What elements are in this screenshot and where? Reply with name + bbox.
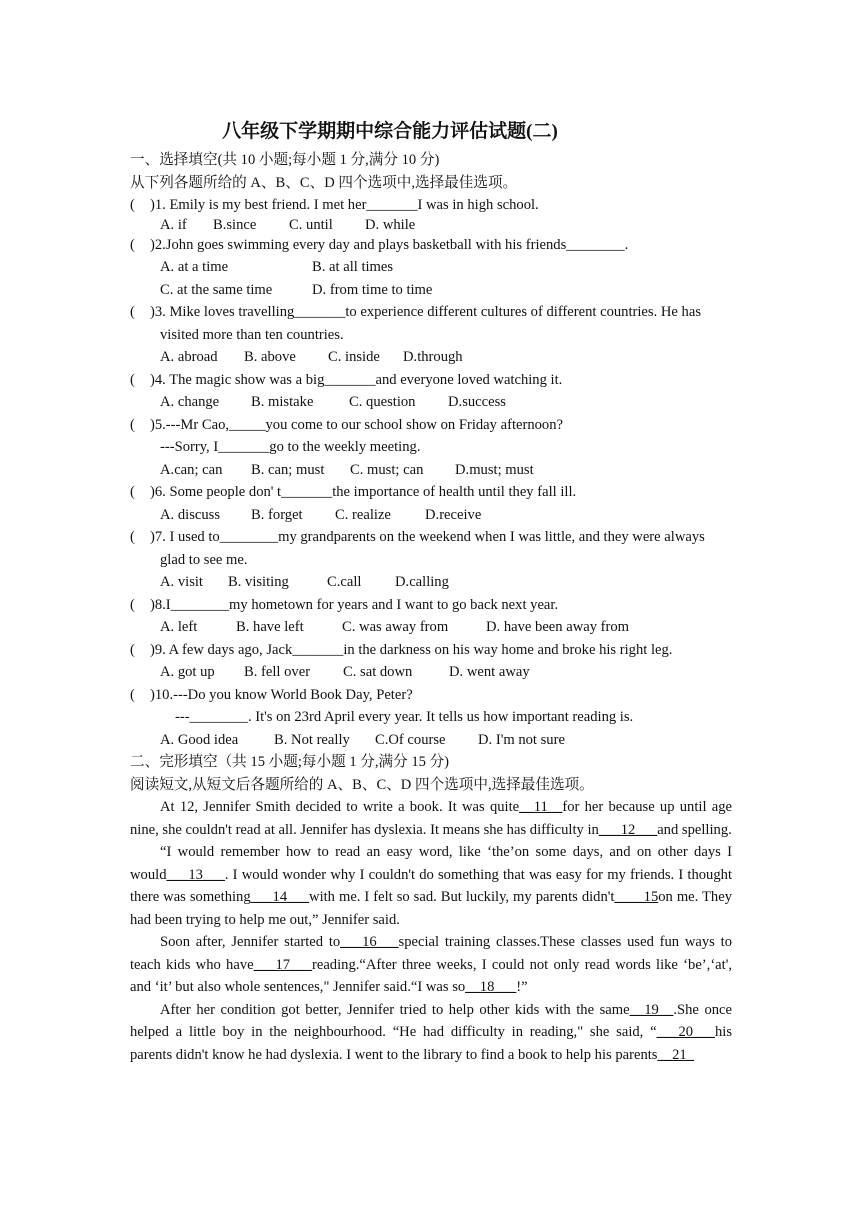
question-options: [130, 661, 732, 684]
option: B. fell over: [244, 664, 311, 680]
option: A. visit: [160, 574, 203, 590]
question: [130, 369, 732, 392]
question: [130, 481, 732, 504]
option: C. sat down: [343, 664, 413, 680]
question-stem: )1. Emily is my best friend. I met her_______I was in high school.: [150, 197, 539, 213]
question-options: [130, 346, 732, 369]
question-options: [130, 504, 732, 527]
question: [130, 594, 732, 617]
exam-content: [130, 149, 732, 1066]
option: B. at all times: [312, 259, 394, 275]
option: B.since: [213, 216, 257, 233]
option: A.can; can: [160, 461, 223, 478]
answer-paren: (: [130, 686, 135, 703]
question-stem: )9. A few days ago, Jack_______in the darkness on his way home and broke his right leg.: [150, 641, 673, 658]
option: D. from time to time: [312, 281, 433, 298]
option: D.through: [403, 349, 463, 365]
blank: ___14___: [250, 889, 310, 905]
option: C. at the same time: [160, 281, 273, 298]
answer-paren: (: [130, 596, 135, 613]
option: B. Not really: [274, 731, 350, 748]
blank: __19__: [629, 1001, 674, 1018]
question: [130, 234, 732, 257]
question-dialogue: ---________. It's on 23rd April every year. It tells us how important reading is.: [175, 709, 634, 725]
question-options: [130, 256, 732, 279]
question-stem: )3. Mike loves travelling_______to experience different cultures of different countries. He has: [150, 304, 702, 320]
option: D.receive: [425, 506, 482, 523]
question-stem: )5.---Mr Cao,_____you come to our school show on Friday afternoon?: [150, 416, 564, 433]
question-stem: )10.---Do you know World Book Day, Peter?: [150, 686, 413, 703]
option: A. if: [160, 216, 187, 233]
option: C. inside: [328, 349, 380, 365]
section-heading: 一、选择填空(共 10 小题;每小题 1 分,满分 10 分): [130, 152, 440, 168]
option: D.calling: [395, 574, 449, 590]
option: D.must; must: [455, 461, 534, 478]
option: B. mistake: [251, 394, 314, 410]
question-stem: )2.John goes swimming every day and plays basketball with his friends________.: [150, 236, 629, 253]
blank: ___12___: [598, 821, 658, 838]
question: [130, 414, 732, 437]
page-title: 八年级下学期期中综合能力评估试题(二): [222, 121, 558, 142]
option: D. I'm not sure: [478, 731, 565, 748]
question-stem: )4. The magic show was a big_______and everyone loved watching it.: [150, 371, 563, 388]
option: C. until: [289, 216, 333, 233]
answer-paren: (: [130, 236, 135, 253]
option: C.Of course: [375, 731, 446, 748]
answer-paren: (: [130, 371, 135, 388]
option: B. have left: [236, 619, 304, 635]
passage-paragraph: After her condition got better, Jennifer tried to help other kids with the same__19__.She once helped a little boy in the neighbourhood. “He had difficulty in reading," she said, “___20___his parents didn't know he had dyslexia. I went to the library to find a book to help his parents__21_: [130, 1001, 732, 1063]
passage-paragraph: Soon after, Jennifer started to___16___special training classes.These classes used fun ways to teach kids who have___17___reading.“After three weeks, I could not only read words like ‘be’,‘at', and ‘it’ but also whole sentences," Jennifer said.“I was so__18___!”: [130, 934, 732, 995]
question: [130, 194, 732, 217]
option: D. went away: [449, 664, 530, 680]
question-options: [130, 217, 732, 234]
option: C. realize: [335, 506, 391, 523]
question-continuation: glad to see me.: [160, 551, 248, 568]
option: B. visiting: [228, 574, 289, 590]
option: B. above: [244, 349, 296, 365]
option: A. got up: [160, 664, 215, 680]
question-options: [130, 571, 732, 594]
option: D.success: [448, 394, 506, 410]
option: C. was away from: [342, 619, 449, 635]
blank: ___17___: [253, 956, 312, 973]
answer-paren: (: [130, 529, 135, 545]
blank: ___13___: [166, 866, 225, 883]
question-options: [130, 616, 732, 639]
question-stem: )8.I________my hometown for years and I want to go back next year.: [150, 596, 559, 613]
answer-paren: (: [130, 416, 135, 433]
question-options: [130, 459, 732, 482]
question-continuation: visited more than ten countries.: [160, 326, 344, 343]
question: [130, 301, 732, 324]
question-options: [130, 279, 732, 302]
blank: ___16___: [340, 934, 399, 950]
option: B. forget: [251, 506, 303, 523]
section-instruction: 从下列各题所给的 A、B、C、D 四个选项中,选择最佳选项。: [130, 174, 518, 191]
blank: ___20___: [656, 1024, 715, 1040]
question-stem: )6. Some people don' t_______the importance of health until they fall ill.: [150, 484, 577, 500]
option: A. at a time: [160, 259, 229, 275]
option: C. question: [349, 394, 416, 410]
question-options: [130, 729, 732, 752]
blank: __11__: [519, 799, 563, 815]
option: D. have been away from: [486, 619, 630, 635]
option: C.call: [327, 574, 362, 590]
passage-paragraph: “I would remember how to read an easy word, like ‘the’on some days, and on other days I would___13___. I would wonder why I couldn't do something that was easy for my friends. I thought there was something___14___with me. I felt so sad. But luckily, my parents didn't____15on me. They had been trying to help me out,” Jennifer said.: [130, 844, 733, 928]
option: C. must; can: [350, 461, 424, 478]
question-options: [130, 391, 732, 414]
blank: ____15: [614, 889, 659, 905]
question-stem: )7. I used to________my grandparents on the weekend when I was little, and they were always: [150, 529, 705, 545]
option: A. change: [160, 394, 220, 410]
answer-paren: (: [130, 197, 135, 213]
answer-paren: (: [130, 641, 135, 658]
passage-paragraph: At 12, Jennifer Smith decided to write a book. It was quite__11__for her because up until age nine, she couldn't read at all. Jennifer has dyslexia. It means she has difficulty in___12___and spelling.: [130, 799, 732, 838]
option: A. discuss: [160, 506, 220, 523]
question: [130, 639, 732, 662]
option: A. Good idea: [160, 731, 239, 748]
answer-paren: (: [130, 484, 135, 500]
option: D. while: [365, 216, 416, 233]
option: B. can; must: [251, 461, 325, 478]
question: [130, 684, 732, 707]
question: [130, 526, 732, 549]
option: A. left: [160, 619, 198, 635]
blank: __18___: [465, 979, 517, 995]
option: A. abroad: [160, 349, 218, 365]
blank: __21_: [657, 1046, 694, 1063]
section-heading: 二、完形填空（共 15 小题;每小题 1 分,满分 15 分): [130, 754, 450, 770]
question-dialogue: ---Sorry, I_______go to the weekly meeting.: [160, 439, 421, 455]
answer-paren: (: [130, 304, 135, 320]
section-instruction: 阅读短文,从短文后各题所给的 A、B、C、D 四个选项中,选择最佳选项。: [130, 776, 594, 793]
